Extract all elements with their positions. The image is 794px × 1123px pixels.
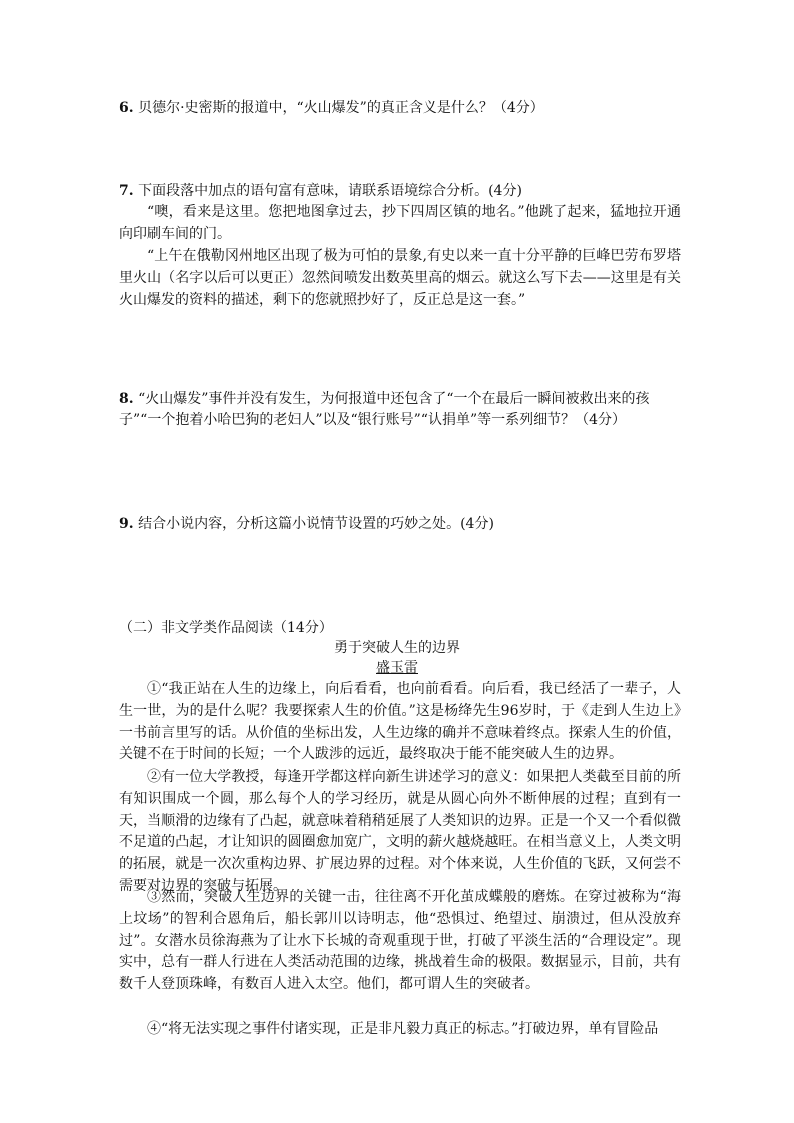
question-text: 结合小说内容，分析这篇小说情节设置的巧妙之处。(4分) <box>138 516 494 532</box>
question-number: 6. <box>119 100 134 116</box>
question-6 <box>119 98 679 119</box>
quote-paragraph-1: “噢，看来是这里。您把地图拿过去，抄下四周区镇的地名。”他跳了起来，猛地拉开通向印刷车间的门。 <box>119 204 681 242</box>
quote-paragraph-2: “上午在俄勒冈州地区出现了极为可怕的景象,有史以来一直十分平静的巨峰巴劳布罗塔里火山（名字以后可以更正）忽然间喷发出数英里高的烟云。就这么写下去——这里是有关火山爆发的资料的描述，剩下的您就照抄好了，反正总是这一套。” <box>119 248 681 308</box>
author-name: 盛玉雷 <box>376 660 418 676</box>
question-text: 贝德尔·史密斯的报道中，“火山爆发”的真正含义是什么？（4分） <box>138 100 544 116</box>
question-text: “火山爆发”事件并没有发生，为何报道中还包含了“一个在最后一瞬间被救出来的孩子”“一个抱着小哈巴狗的老妇人”以及“银行账号”“认捐单”等一系列细节？（4分） <box>119 391 650 428</box>
section-heading: （二）非文学类作品阅读（14分） <box>119 620 333 636</box>
article-title: 勇于突破人生的边界 <box>334 640 460 656</box>
article-paragraph-3: ③然而，突破人生边界的关键一击，往往离不开化茧成蝶般的磨炼。在穿过被称为“海上坟场”的智利合恩角后，船长郭川以诗明志，他“恐惧过、绝望过、崩溃过，但从没放弃过”。女潜水员徐海燕为了让水下长城的奇观重现于世，打破了平淡生活的“合理设定”。现实中，总有一群人行进在人类活动范围的边缘，挑战着生命的极限。数据显示，目前，共有数千人登顶珠峰，有数百人进入太空。他们，都可谓人生的突破者。 <box>119 889 681 993</box>
article-paragraph-1: ①“我正站在人生的边缘上，向后看看，也向前看看。向后看，我已经活了一辈子，人生一世，为的是什么呢？我要探索人生的价值。”这是杨绛先生96岁时，于《走到人生边上》一书前言里写的话。从价值的坐标出发，人生边缘的确并不意味着终点。探索人生的价值，关键不在于时间的长短；一个人跋涉的远近，最终取决于能不能突破人生的边界。 <box>119 681 681 763</box>
question-number: 9. <box>119 516 134 532</box>
question-number: 8. <box>119 391 134 407</box>
article-paragraph-2: ②有一位大学教授，每逢开学都这样向新生讲述学习的意义：如果把人类截至目前的所有知识围成一个圆，那么每个人的学习经历，就是从圆心向外不断伸展的过程；直到有一天，当顺滑的边缘有了凸起，就意味着稍稍延展了人类知识的边界。正是一个又一个看似微不足道的凸起，才让知识的圆圈愈加宽广，文明的薪火越烧越旺。在相当意义上，人类文明的拓展，就是一次次重构边界、扩展边界的过程。对个体来说，人生价值的飞跃，又何尝不需要对边界的突破与拓展。 <box>119 769 681 894</box>
question-text: 下面段落中加点的语句富有意味，请联系语境综合分析。(4分) <box>138 183 522 199</box>
article-author <box>0 658 794 678</box>
question-7 <box>119 181 679 202</box>
question-number: 7. <box>119 183 134 199</box>
question-8 <box>119 389 681 431</box>
article-paragraph-4: ④“将无法实现之事件付诸实现，正是非凡毅力真正的标志。”打破边界，单有冒险品 <box>147 1021 659 1037</box>
question-9 <box>119 514 679 535</box>
